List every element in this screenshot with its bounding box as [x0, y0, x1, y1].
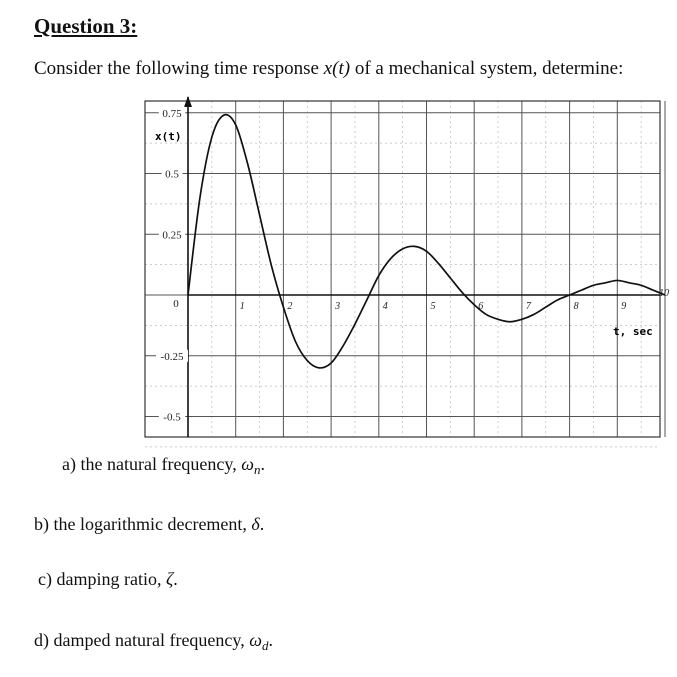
y-axis-label: x(t) — [155, 130, 182, 143]
x-tick-label: 8 — [573, 301, 579, 312]
question-d-subscript: d — [261, 638, 269, 653]
question-a-label: a) — [62, 454, 76, 474]
question-d-label: d) — [34, 630, 49, 650]
question-c — [38, 569, 178, 590]
x-tick-label: 9 — [621, 301, 627, 312]
x-tick-label: 7 — [525, 301, 531, 312]
x-tick-label: 3 — [335, 301, 341, 312]
chart-grid-minor — [145, 101, 660, 447]
question-a-end: . — [260, 454, 265, 474]
y-tick-label: 0.5 — [165, 168, 179, 181]
question-d — [34, 630, 273, 654]
question-c-end: . — [173, 569, 178, 589]
chart-grid-major — [145, 101, 665, 437]
question-d-text: damped natural frequency, — [53, 630, 250, 650]
question-a-text: the natural frequency, — [80, 454, 242, 474]
question-c-symbol: ζ — [165, 569, 174, 589]
x-tick-label: 4 — [382, 301, 388, 312]
x-tick-label: 2 — [287, 301, 293, 312]
y-tick-label: 0.25 — [162, 229, 182, 242]
question-a-subscript: n — [253, 462, 261, 477]
y-tick-label: 0 — [173, 298, 179, 310]
question-heading: Question 3: — [34, 14, 138, 38]
question-c-label: c) — [38, 569, 52, 589]
x-tick-label: 1 — [239, 301, 245, 312]
question-d-symbol: ω — [249, 630, 262, 650]
question-d-end: . — [268, 630, 273, 650]
question-a — [62, 454, 265, 478]
x-tick-label: 5 — [430, 301, 436, 312]
intro-text-before: Consider the following time response — [34, 58, 324, 79]
question-b — [34, 514, 264, 535]
y-tick-label: -0.5 — [163, 411, 181, 424]
x-tick-label: 6 — [478, 301, 484, 312]
intro-symbol: x(t) — [323, 58, 351, 79]
question-b-label: b) — [34, 514, 49, 534]
question-b-text: the logarithmic decrement, — [53, 514, 252, 534]
chart-tick-labels — [156, 107, 669, 424]
y-tick-label: -0.25 — [160, 350, 184, 363]
y-tick-label: 0.75 — [162, 107, 182, 120]
question-b-symbol: δ — [251, 514, 260, 534]
intro-text-after: of a mechanical system, determine: — [350, 58, 624, 79]
x-tick-label: 10 — [659, 288, 669, 299]
question-b-end: . — [259, 514, 265, 534]
question-a-symbol: ω — [241, 454, 254, 474]
question-c-text: damping ratio, — [56, 569, 166, 589]
x-axis-label: t, sec — [613, 325, 653, 338]
